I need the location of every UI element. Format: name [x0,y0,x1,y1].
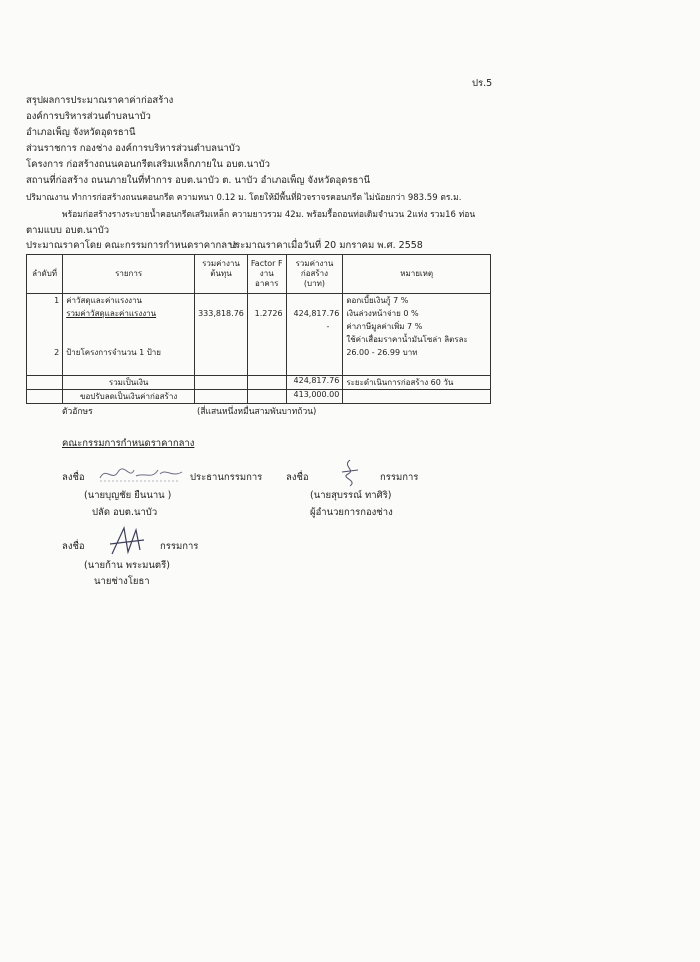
row-no-cell: 1 2 [27,294,63,376]
row-total-cell: 424,817.76 - [286,294,343,376]
text-amount-label: ตัวอักษร [62,407,93,417]
table-header-row [27,255,491,294]
item-sign: ป้ายโครงการจำนวน 1 ป้าย [66,348,161,357]
sign-label-1: ลงชื่อ [62,472,85,483]
row-factor-cell: 1.2726 [247,294,286,376]
round-row [27,390,491,404]
col-total: รวมค่างานก่อสร้าง (บาท) [286,255,343,294]
col-cost: รวมค่างาน ต้นทุน [195,255,248,294]
table-row [27,294,491,376]
col-item: รายการ [63,255,195,294]
form-code: ปร.5 [472,78,493,89]
remarks-cell: ดอกเบี้ยเงินกู้ 7 % เงินล่วงหน้าจ่าย 0 % ค่าภาษีมูลค่าเพิ่ม 7 % ใช้ค่าเสื่อมราคาน้ำมันโซล่า ลิตรละ 26.00 - 26.99 บาท [343,294,491,376]
item-materials-total: รวมค่าวัสดุและค่าแรงงาน [66,309,157,318]
member3-name: (นายก้าน พระมนตรี) [84,560,170,571]
org-name: องค์การบริหารส่วนตำบลนาบัว [26,111,151,122]
member2-position: ผู้อำนวยการกองช่าง [310,507,393,518]
location: สถานที่ก่อสร้าง ถนนภายในที่ทำการ อบต.นาบัว ต. นาบัว อำเภอเพ็ญ จังหวัดอุดรธานี [26,175,371,186]
col-no: ลำดับที่ [27,255,63,294]
col-factor: Factor F งานอาคาร [247,255,286,294]
sum-label: รวมเป็นเงิน [63,376,195,390]
pattern: ตามแบบ อบต.นาบัว [26,225,110,236]
member2-role: กรรมการ [380,472,419,483]
unit: ส่วนราชการ กองช่าง องค์การบริหารส่วนตำบลนาบัว [26,143,241,154]
round-label: ขอปรับลดเป็นเงินค่าก่อสร้าง [63,390,195,404]
round-value: 413,000.00 [286,390,343,404]
signature-1 [96,462,186,486]
row-cost-cell: 333,818.76 [195,294,248,376]
member3-role: กรรมการ [160,541,199,552]
project: โครงการ ก่อสร้างถนนคอนกรีตเสริมเหล็กภายใน อบต.นาบัว [26,159,270,170]
duration: ระยะดำเนินการก่อสร้าง 60 วัน [343,376,491,390]
estimate-table [26,254,491,404]
member2-name: (นายสุบรรณ์ ทาศิริ) [310,490,392,501]
col-remark: หมายเหตุ [343,255,491,294]
estimated-date: ประมาณราคาเมื่อวันที่ 20 มกราคม พ.ศ. 2558 [229,240,423,251]
signature-2 [330,458,370,490]
committee-title: คณะกรรมการกำหนดราคากลาง [62,438,195,449]
sign-label-3: ลงชื่อ [62,541,85,552]
member3-position: นายช่างโยธา [94,576,150,587]
signature-3 [106,524,146,558]
item-materials: ค่าวัสดุและค่าแรงงาน [66,296,143,305]
sum-value: 424,817.76 [286,376,343,390]
volume-line2: พร้อมก่อสร้างรางระบายน้ำคอนกรีตเสริมเหล็ก ความยาวรวม 42ม. พร้อมรื้อถอนท่อเดิมจำนวน 2แห่ง รวม16 ท่อน [62,210,476,220]
volume-line1: ปริมาณงาน ทำการก่อสร้างถนนคอนกรีต ความหนา 0.12 ม. โดยให้มีพื้นที่ผิวจราจรคอนกรีต ไม่น้อยกว่า 983.59 ตร.ม. [26,193,462,203]
estimated-by: ประมาณราคาโดย คณะกรรมการกำหนดราคากลาง [26,240,237,251]
member1-name: (นายบุญชัย ยืนนาน ) [84,490,172,501]
district: อำเภอเพ็ญ จังหวัดอุดรธานี [26,127,136,138]
member1-role: ประธานกรรมการ [190,472,263,483]
sign-label-2: ลงชื่อ [286,472,309,483]
sum-row [27,376,491,390]
text-amount: (สี่แสนหนึ่งหมื่นสามพันบาทถ้วน) [197,407,317,417]
doc-title: สรุปผลการประมาณราคาค่าก่อสร้าง [26,95,174,106]
row-item-cell [63,294,195,376]
member1-position: ปลัด อบต.นาบัว [92,507,158,518]
